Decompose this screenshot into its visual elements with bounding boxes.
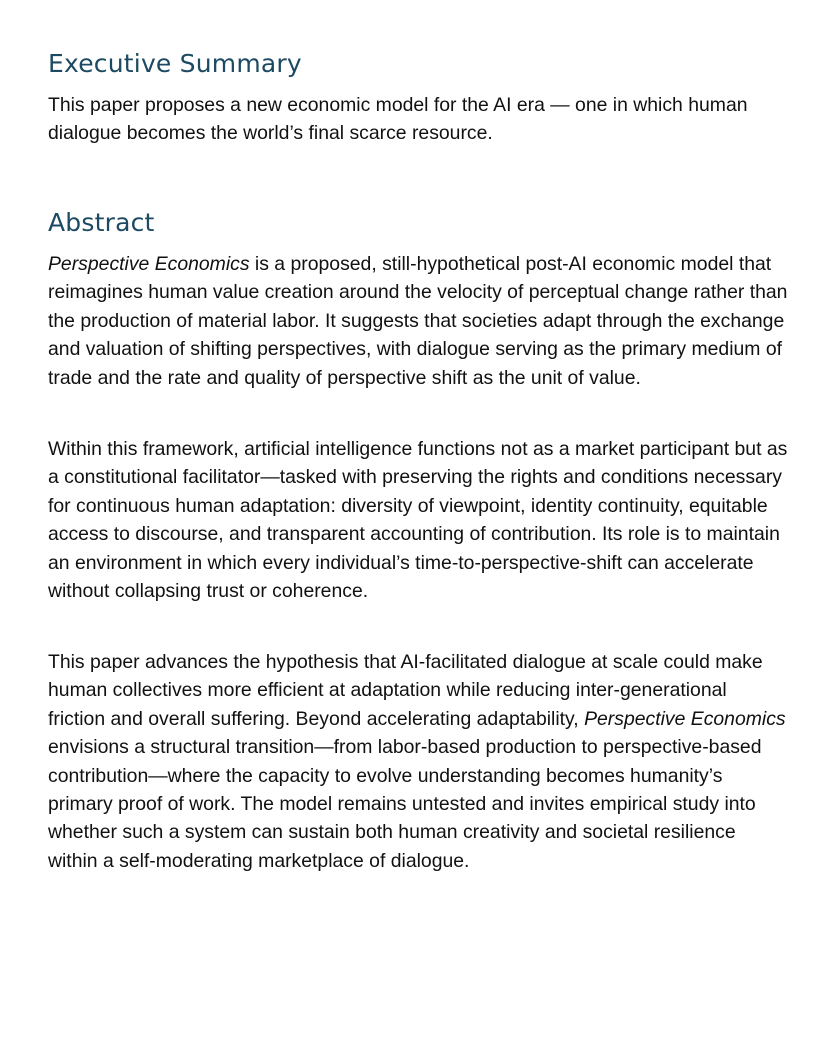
abstract-paragraph-3-text-b: envisions a structural transition—from labor-based production to perspective-based contribution—where the capacity to evolve understanding becomes humanity’s primary proof of work. The model remains untested and invites empirical study into whether such a system can sustain both human creativity and societal resilience within a self-moderating marketplace of dialogue. (48, 736, 762, 872)
executive-summary-heading: Executive Summary (48, 49, 302, 78)
abstract-paragraph-2: Within this framework, artificial intelligence functions not as a market participant but as a constitutional facilitator—tasked with preserving the rights and conditions necessary for continuous human adaptation: diversity of viewpoint, identity continuity, equitable access to discourse, and transparent accounting of contribution. Its role is to maintain an environment in which every individual’s time-to-perspective-shift can accelerate without collapsing trust or coherence. (48, 438, 788, 603)
abstract-paragraph-3-text-a: This paper advances the hypothesis that AI-facilitated dialogue at scale could make human collectives more efficient at adaptation while reducing inter-generational friction and overall suffering. Beyond accelerating adaptability, (48, 651, 763, 730)
executive-summary-paragraph: This paper proposes a new economic model for the AI era — one in which human dialogue becomes the world’s final scarce resource. (48, 94, 748, 145)
abstract-heading: Abstract (48, 208, 155, 237)
abstract-paragraph-3 (48, 648, 788, 875)
abstract-paragraph-1 (48, 250, 788, 392)
italic-term: Perspective Economics (48, 253, 250, 275)
abstract-paragraph-1-text: is a proposed, still-hypothetical post-AI economic model that reimagines human value creation around the velocity of perceptual change rather than the production of material labor. It suggests that societies adapt through the exchange and valuation of shifting perspectives, with dialogue serving as the primary medium of trade and the rate and quality of perspective shift as the unit of value. (48, 253, 788, 389)
italic-term: Perspective Economics (584, 707, 786, 730)
